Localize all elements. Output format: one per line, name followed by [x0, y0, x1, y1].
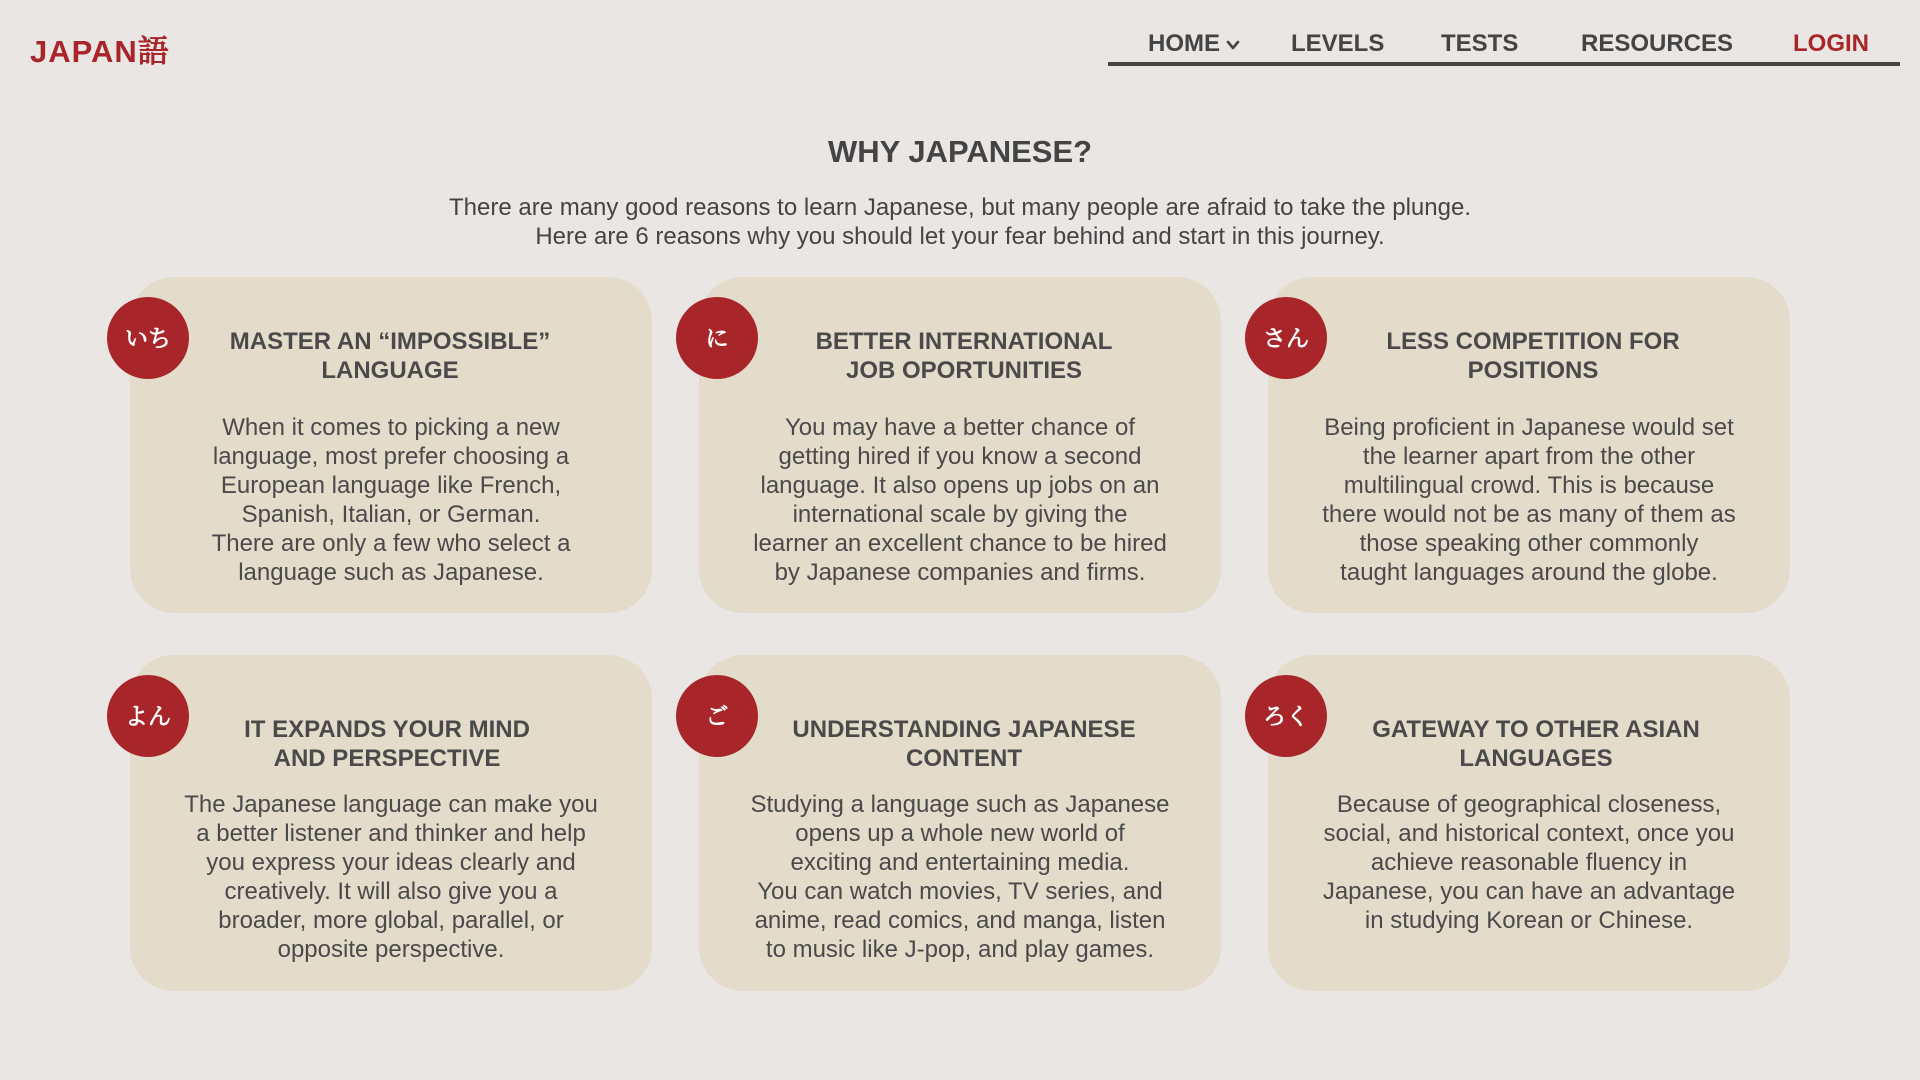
card-text-line: in studying Korean or Chinese. [1364, 907, 1694, 934]
card-text-line: Studying a language such as Japanese [750, 791, 1170, 818]
card-text [713, 790, 1207, 964]
card-title-line: MASTER AN “IMPOSSIBLE” [229, 328, 551, 355]
card-text-line: anime, read comics, and manga, listen [754, 907, 1166, 934]
card-title-line: CONTENT [906, 745, 1022, 772]
card-text-line: creatively. It will also give you a [224, 878, 558, 905]
card-text-line: social, and historical context, once you [1323, 820, 1735, 847]
card-title [180, 327, 600, 385]
number-badge: ろく [1245, 675, 1327, 757]
card-title-line: GATEWAY TO OTHER ASIAN [1372, 716, 1700, 743]
reason-card [699, 277, 1221, 613]
reason-card [699, 655, 1221, 991]
card-title-line: JOB OPORTUNITIES [845, 357, 1083, 384]
number-badge: いち [107, 297, 189, 379]
card-title-line: UNDERSTANDING JAPANESE [792, 716, 1136, 743]
card-title [177, 715, 597, 773]
card-text-line: learner an excellent chance to be hired [753, 530, 1167, 557]
card-text-line: Being proficient in Japanese would set [1324, 414, 1734, 441]
page-title: WHY JAPANESE? [827, 134, 1093, 169]
card-text-line: The Japanese language can make you [184, 791, 598, 818]
card-text-line: language. It also opens up jobs on an [760, 472, 1160, 499]
card-title [1326, 715, 1746, 773]
card-title [1323, 327, 1743, 385]
nav-levels[interactable]: LEVELS [1291, 30, 1385, 57]
card-text-line: language, most prefer choosing a [212, 443, 570, 470]
card-title-line: LANGUAGE [321, 357, 459, 384]
card-text [1282, 790, 1776, 935]
card-text-line: achieve reasonable fluency in [1370, 849, 1688, 876]
card-title [754, 327, 1174, 385]
card-text-line: When it comes to picking a new [222, 414, 560, 441]
card-title-line: LANGUAGES [1459, 745, 1613, 772]
logo[interactable]: JAPAN語 [30, 34, 170, 69]
nav-home[interactable] [1148, 30, 1240, 58]
card-text-line: the learner apart from the other [1362, 443, 1696, 470]
card-text-line: taught languages around the globe. [1340, 559, 1718, 586]
card-text-line: You may have a better chance of [784, 414, 1135, 441]
card-text [713, 413, 1207, 587]
card-text-line: multilingual crowd. This is because [1343, 472, 1715, 499]
reason-card [125, 655, 652, 991]
card-text-line: opposite perspective. [277, 936, 505, 963]
card-title-line: IT EXPANDS YOUR MIND [244, 716, 530, 743]
card-text [144, 790, 638, 964]
nav-home-label: HOME [1148, 30, 1220, 57]
intro-line: There are many good reasons to learn Japanese, but many people are afraid to take the plunge. [449, 194, 1471, 221]
card-text-line: you express your ideas clearly and [206, 849, 576, 876]
intro-text [0, 193, 1920, 251]
nav-resources[interactable]: RESOURCES [1581, 30, 1734, 57]
card-text-line: Japanese, you can have an advantage [1322, 878, 1736, 905]
number-badge: ご [676, 675, 758, 757]
card-title-line: POSITIONS [1467, 357, 1599, 384]
card-text [1282, 413, 1776, 587]
card-text-line: there would not be as many of them as [1322, 501, 1736, 528]
card-text-line: European language like French, [220, 472, 562, 499]
card-title-line: LESS COMPETITION FOR [1386, 328, 1680, 355]
reason-card [1263, 655, 1790, 991]
chevron-down-icon [1226, 38, 1240, 52]
card-title-line: BETTER INTERNATIONAL [815, 328, 1113, 355]
card-title [754, 715, 1174, 773]
main-nav [1108, 22, 1900, 66]
reason-card [125, 277, 652, 613]
card-title-line: AND PERSPECTIVE [273, 745, 501, 772]
number-badge: さん [1245, 297, 1327, 379]
nav-tests[interactable]: TESTS [1441, 30, 1519, 57]
card-text-line: getting hired if you know a second [778, 443, 1142, 470]
card-text [144, 413, 638, 587]
number-badge: に [676, 297, 758, 379]
card-text-line: Because of geographical closeness, [1336, 791, 1722, 818]
card-text-line: to music like J-pop, and play games. [765, 936, 1155, 963]
card-text-line: language such as Japanese. [238, 559, 544, 586]
card-text-line: a better listener and thinker and help [196, 820, 586, 847]
card-text-line: international scale by giving the [792, 501, 1128, 528]
card-text-line: You can watch movies, TV series, and [757, 878, 1163, 905]
number-badge: よん [107, 675, 189, 757]
intro-line: Here are 6 reasons why you should let your fear behind and start in this journey. [535, 223, 1385, 250]
card-text-line: by Japanese companies and firms. [774, 559, 1146, 586]
reason-card [1263, 277, 1790, 613]
card-text-line: exciting and entertaining media. [790, 849, 1130, 876]
card-text-line: opens up a whole new world of [795, 820, 1125, 847]
nav-login[interactable]: LOGIN [1793, 30, 1869, 57]
card-text-line: those speaking other commonly [1359, 530, 1699, 557]
card-text-line: broader, more global, parallel, or [218, 907, 564, 934]
card-text-line: Spanish, Italian, or German. [241, 501, 541, 528]
card-text-line: There are only a few who select a [211, 530, 571, 557]
